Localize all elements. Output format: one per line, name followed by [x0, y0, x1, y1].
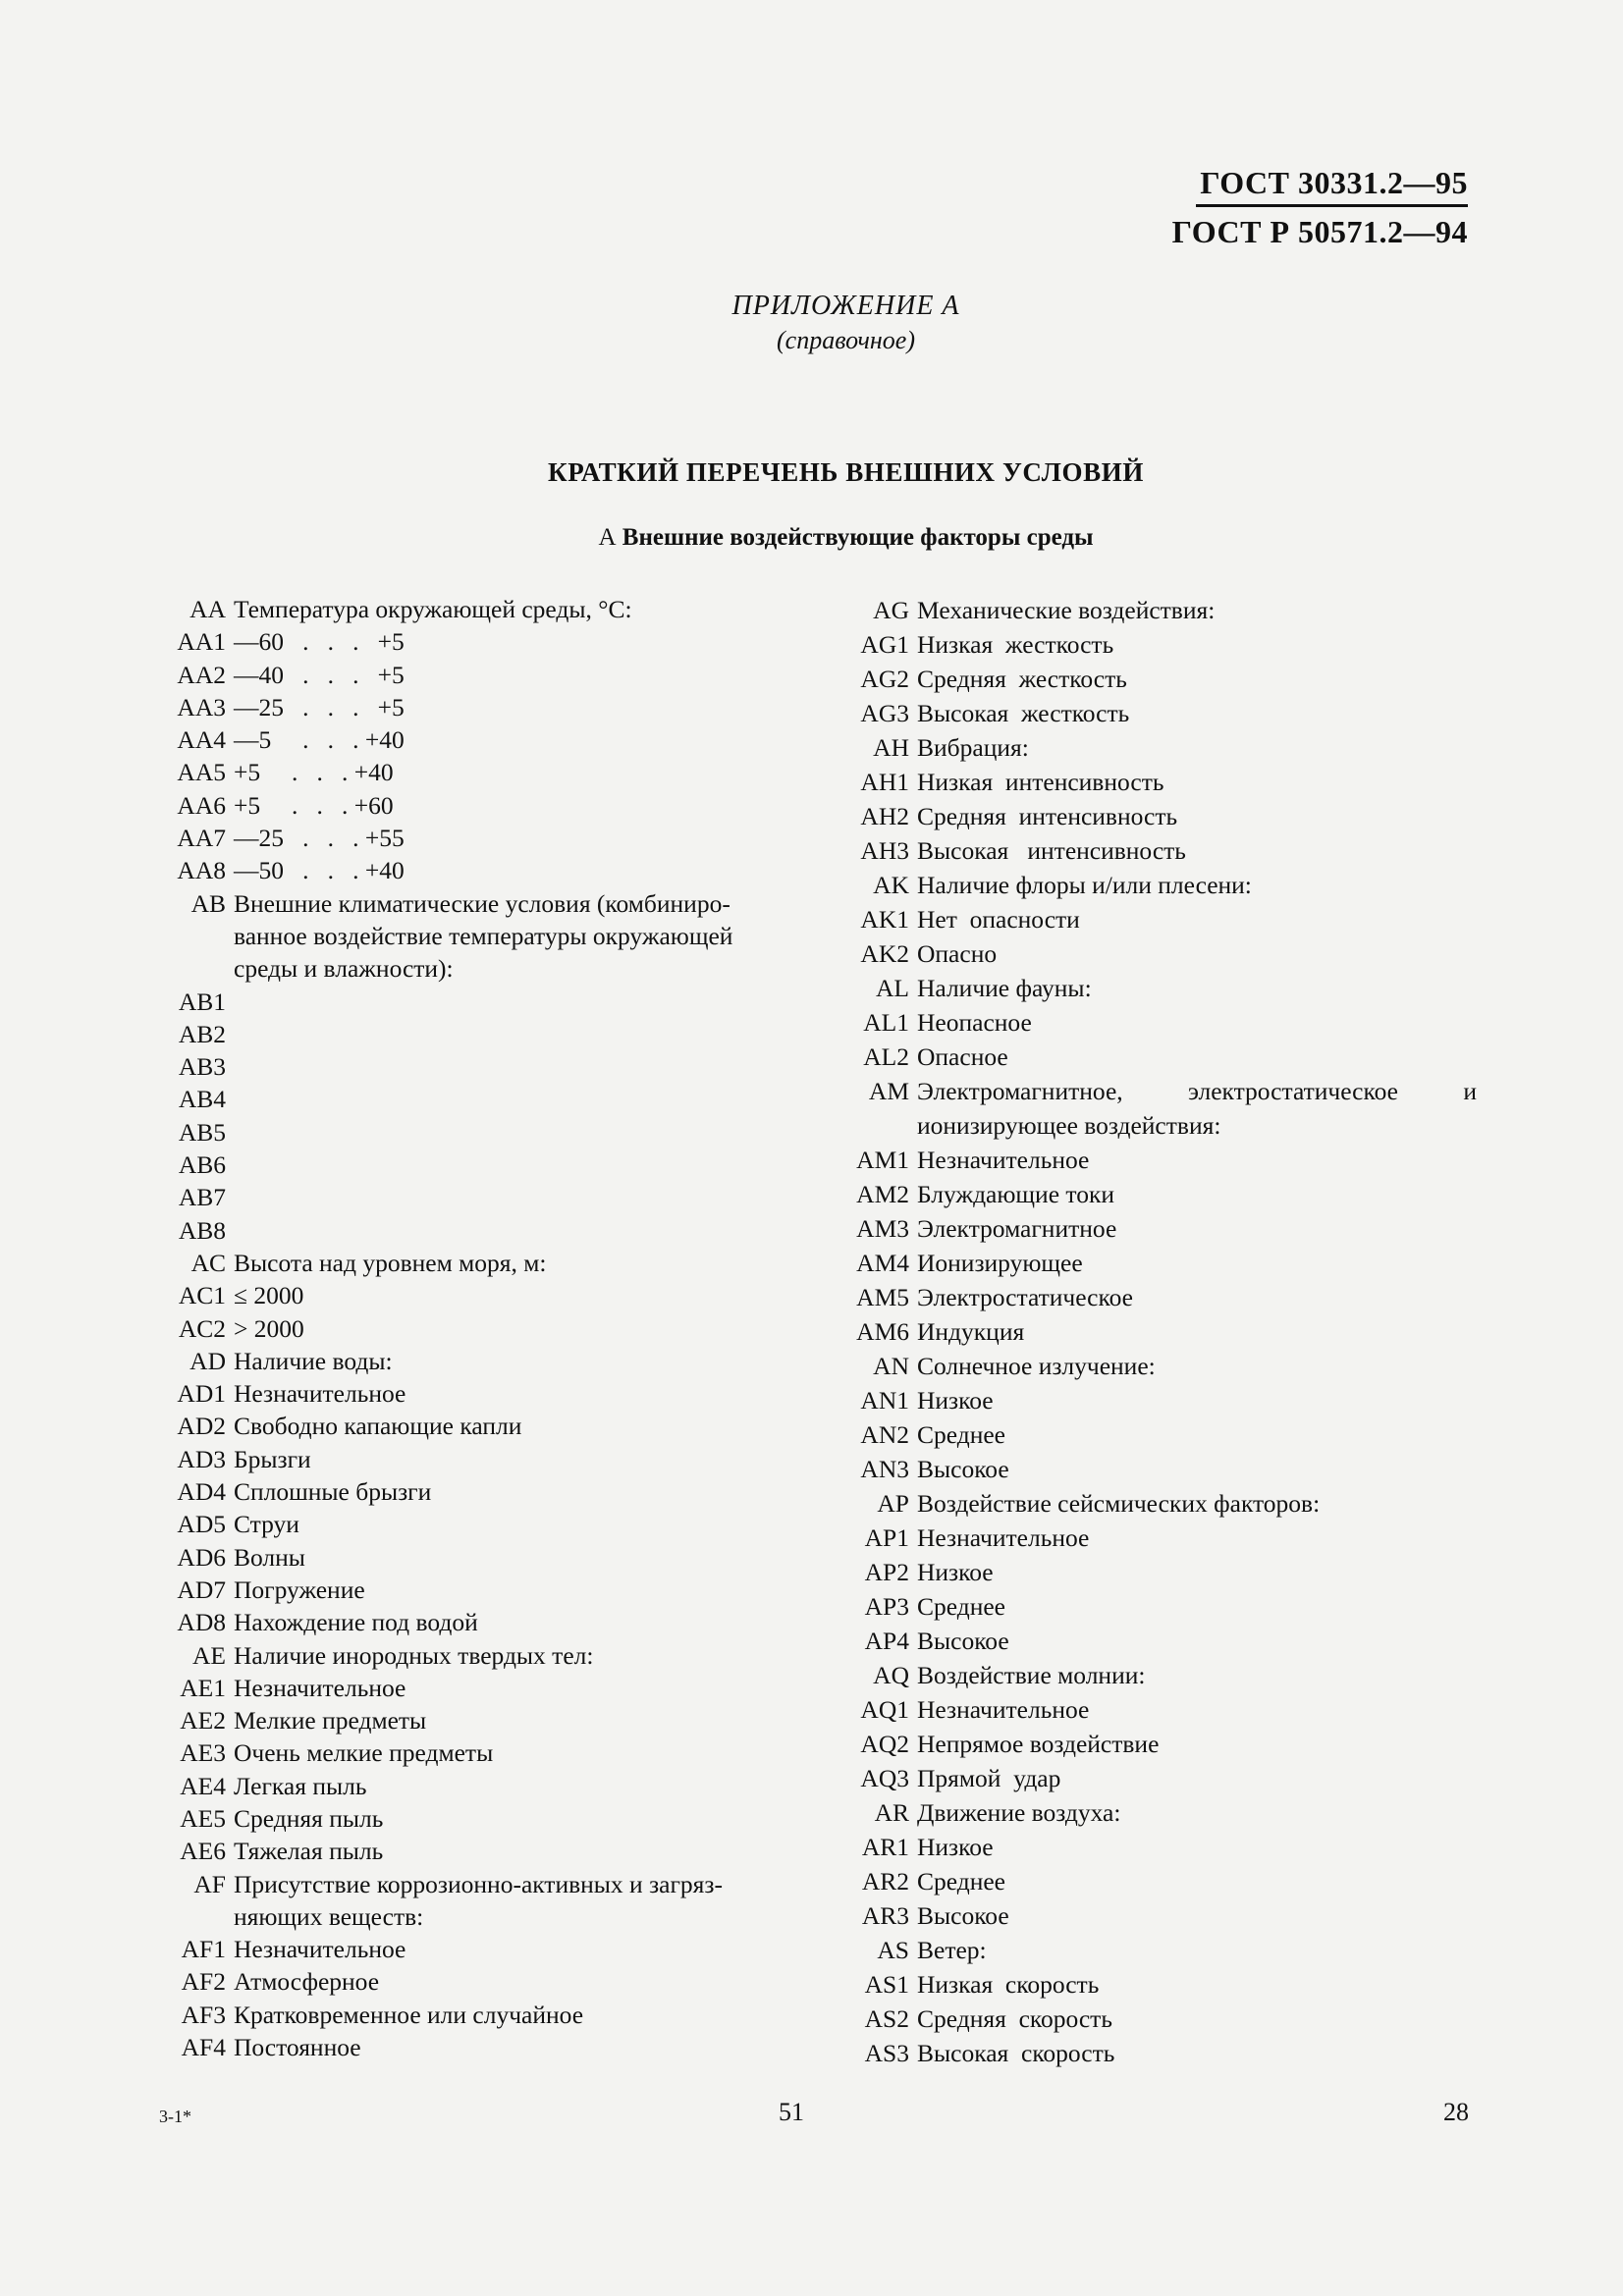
item-text: —25 . . . +5 [234, 692, 405, 721]
item-code: AN2 [860, 1420, 909, 1449]
item-text: ≤ 2000 [234, 1281, 304, 1310]
item-text: Незначительное [234, 1673, 406, 1702]
item-code: AE6 [180, 1837, 226, 1866]
list-item [147, 1018, 795, 1050]
list-item [839, 1349, 1477, 1383]
item-code: AD1 [177, 1379, 226, 1409]
item-code: AQ2 [860, 1730, 909, 1758]
item-text [234, 1214, 795, 1247]
header-rule [1196, 204, 1468, 207]
list-item [147, 1933, 795, 1965]
list-item [839, 1246, 1477, 1280]
item-text: няющих веществ: [234, 1901, 424, 1931]
list-item [839, 730, 1477, 765]
list-item [147, 1050, 795, 1083]
item-code: AP4 [864, 1627, 909, 1655]
item-text: Сплошные брызги [234, 1477, 432, 1507]
item-code: AA1 [177, 627, 226, 657]
list-item [839, 1074, 1477, 1108]
item-text: среды и влажности): [234, 954, 454, 984]
item-code: AM1 [856, 1146, 909, 1174]
item-text: Ионизирующее [917, 1249, 1083, 1277]
item-text: Средняя скорость [917, 2004, 1112, 2033]
item-text: Наличие инородных твердых тел: [234, 1640, 594, 1670]
item-code: AK1 [860, 905, 909, 934]
standard-number-1: ГОСТ 30331.2—95 [1200, 165, 1468, 200]
item-code: AQ [873, 1661, 909, 1689]
item-code: AN3 [860, 1455, 909, 1483]
list-item [839, 1383, 1477, 1417]
list-item [839, 765, 1477, 799]
right-column [839, 593, 1477, 2070]
item-code: AD4 [177, 1477, 226, 1507]
item-text: Средняя жесткость [917, 665, 1127, 693]
list-item [839, 1624, 1477, 1658]
item-text: Атмосферное [234, 1967, 380, 1997]
item-text: Наличие фауны: [917, 974, 1092, 1002]
item-text: Высокое [917, 1901, 1009, 1930]
list-item [147, 1999, 795, 2031]
item-code: AS1 [864, 1970, 909, 1999]
item-code: AD5 [177, 1510, 226, 1539]
item-code: AM2 [856, 1180, 909, 1208]
list-item [839, 1727, 1477, 1761]
item-code: AH1 [860, 768, 909, 796]
item-code: AH2 [860, 802, 909, 830]
item-code: AP1 [864, 1523, 909, 1552]
item-code [147, 920, 234, 952]
item-text: Очень мелкие предметы [234, 1738, 494, 1768]
list-item [839, 1211, 1477, 1246]
list-item [839, 833, 1477, 868]
list-item [839, 1692, 1477, 1727]
item-text: > 2000 [234, 1313, 304, 1343]
item-code: AM6 [856, 1317, 909, 1346]
item-code: AG [873, 596, 909, 624]
appendix-note: (справочное) [777, 326, 915, 354]
item-text: Высокое [917, 1455, 1009, 1483]
section-heading: Внешние воздействующие факторы среды [622, 524, 1094, 551]
item-code [147, 1900, 234, 1933]
item-code: AB [190, 888, 226, 918]
item-code: AA5 [177, 758, 226, 787]
appendix-title: ПРИЛОЖЕНИЕ А [731, 291, 960, 321]
list-item [147, 854, 795, 886]
item-code: AF4 [181, 2033, 226, 2062]
list-item [839, 1452, 1477, 1486]
item-code: AA7 [177, 824, 226, 853]
item-text: Легкая пыль [234, 1771, 367, 1800]
item-code: AM3 [856, 1214, 909, 1243]
item-text: Тяжелая пыль [234, 1837, 384, 1866]
item-code: AC2 [178, 1313, 226, 1343]
item-text: +5 . . . +40 [234, 758, 394, 787]
list-item [839, 902, 1477, 936]
list-item [147, 593, 795, 625]
section-title [0, 524, 1623, 552]
item-text: Среднее [917, 1867, 1005, 1896]
list-item [147, 1279, 795, 1311]
item-code: AM [868, 1077, 909, 1105]
list-item [147, 822, 795, 854]
item-code: AE1 [180, 1673, 226, 1702]
list-item [147, 1868, 795, 1900]
item-text: Низкая жесткость [917, 630, 1114, 659]
list-item [839, 1830, 1477, 1864]
list-item [839, 2036, 1477, 2070]
list-item [839, 1143, 1477, 1177]
list-item [147, 1377, 795, 1410]
item-text: Незначительное [917, 1695, 1090, 1724]
list-item [147, 1410, 795, 1442]
list-item [839, 1658, 1477, 1692]
item-code: AP [877, 1489, 909, 1518]
list-item [147, 1770, 795, 1802]
item-code: AC1 [178, 1281, 226, 1310]
list-item [839, 1280, 1477, 1314]
list-item [839, 1040, 1477, 1074]
item-text: —5 . . . +40 [234, 725, 405, 755]
item-code: AR1 [861, 1833, 909, 1861]
item-text [234, 1018, 795, 1050]
list-item [839, 696, 1477, 730]
item-text [234, 1148, 795, 1181]
item-text: Нахождение под водой [234, 1608, 478, 1637]
item-code: AB5 [178, 1117, 226, 1147]
list-item [147, 659, 795, 691]
item-text: Непрямое воздействие [917, 1730, 1160, 1758]
item-text: Низкое [917, 1558, 994, 1586]
list-item [839, 1314, 1477, 1349]
item-text: —50 . . . +40 [234, 856, 405, 885]
item-text: Опасное [917, 1042, 1008, 1071]
item-text: Незначительное [234, 1379, 406, 1409]
list-item [839, 936, 1477, 971]
item-text: —25 . . . +55 [234, 824, 405, 853]
item-code: AA8 [177, 856, 226, 885]
item-code: AD7 [177, 1575, 226, 1604]
item-code: AF2 [181, 1967, 226, 1997]
item-code: AB3 [178, 1052, 226, 1082]
item-code: AA4 [177, 725, 226, 755]
item-text: Брызги [234, 1444, 311, 1473]
item-text: Прямой удар [917, 1764, 1061, 1792]
item-code: AA [189, 595, 226, 623]
item-code: AA3 [177, 692, 226, 721]
item-text: Кратковременное или случайное [234, 2000, 584, 2029]
list-item [839, 1177, 1477, 1211]
item-text: —40 . . . +5 [234, 660, 405, 689]
list-item [147, 1214, 795, 1247]
item-code: AB1 [178, 987, 226, 1016]
list-item [147, 723, 795, 756]
item-text [234, 1181, 795, 1213]
item-text: Незначительное [917, 1146, 1090, 1174]
list-item [147, 1083, 795, 1115]
list-item [147, 1475, 795, 1508]
item-text [234, 986, 795, 1018]
item-text: Постоянное [234, 2033, 361, 2062]
item-code: AE [192, 1640, 226, 1670]
item-text: Незначительное [234, 1935, 406, 1964]
item-text: Низкая интенсивность [917, 768, 1164, 796]
item-text: Высокая жесткость [917, 699, 1130, 727]
item-text: Наличие воды: [234, 1346, 393, 1375]
list-item [839, 868, 1477, 902]
item-text: Мелкие предметы [234, 1706, 427, 1735]
item-text: Воздействие молнии: [917, 1661, 1146, 1689]
list-item [839, 593, 1477, 627]
item-text: Высокая интенсивность [917, 836, 1186, 865]
item-code: AA2 [177, 660, 226, 689]
list-item [839, 1898, 1477, 1933]
list-item [839, 1761, 1477, 1795]
item-text: Наличие флоры и/или плесени: [917, 871, 1252, 899]
item-text: Механические воздействия: [917, 596, 1216, 624]
item-code: AP3 [864, 1592, 909, 1621]
item-text: Низкое [917, 1386, 994, 1415]
list-item [147, 1835, 795, 1867]
item-code: AL [876, 974, 909, 1002]
list-item [839, 2002, 1477, 2036]
list-item [839, 1555, 1477, 1589]
item-code: AQ1 [860, 1695, 909, 1724]
item-text: Низкая скорость [917, 1970, 1100, 1999]
list-item [839, 1521, 1477, 1555]
main-title: КРАТКИЙ ПЕРЕЧЕНЬ ВНЕШНИХ УСЛОВИЙ [548, 457, 1144, 487]
item-text: +5 . . . +60 [234, 790, 394, 820]
item-text: Внешние климатические условия (комбиниро- [234, 888, 730, 918]
item-code: AR [874, 1798, 909, 1827]
item-text: Индукция [917, 1317, 1025, 1346]
item-code: AG3 [860, 699, 909, 727]
item-code: AE5 [180, 1803, 226, 1833]
item-code: AE3 [180, 1738, 226, 1768]
list-item [147, 691, 795, 723]
list-item [839, 1795, 1477, 1830]
item-text: —60 . . . +5 [234, 627, 405, 657]
item-text: Электростатическое [917, 1283, 1133, 1311]
list-item [839, 1864, 1477, 1898]
standard-number-2: ГОСТ Р 50571.2—94 [1171, 214, 1468, 249]
item-text: Волны [234, 1542, 305, 1572]
item-code: AS [877, 1936, 909, 1964]
item-text: Средняя интенсивность [917, 802, 1178, 830]
list-item [147, 1345, 795, 1377]
item-text: ванное воздействие температуры окружающей [234, 921, 733, 950]
item-text: Свободно капающие капли [234, 1412, 522, 1441]
list-item [147, 789, 795, 822]
item-text: Средняя пыль [234, 1803, 384, 1833]
item-code: AR3 [861, 1901, 909, 1930]
item-code: AH3 [860, 836, 909, 865]
item-text: Блуждающие токи [917, 1180, 1114, 1208]
item-code: AG1 [860, 630, 909, 659]
item-text: Незначительное [917, 1523, 1090, 1552]
left-column [147, 593, 795, 2063]
item-text: ионизирующее воздействия: [917, 1111, 1221, 1140]
list-item [147, 1704, 795, 1736]
list-item [147, 1736, 795, 1769]
item-code: AN1 [860, 1386, 909, 1415]
list-item [147, 1541, 795, 1574]
item-text: Солнечное излучение: [917, 1352, 1156, 1380]
list-item [147, 1116, 795, 1148]
item-text: Среднее [917, 1420, 1005, 1449]
item-code: AH [873, 733, 909, 762]
item-code: AF [193, 1869, 226, 1898]
item-code: AP2 [864, 1558, 909, 1586]
item-text: Температура окружающей среды, °С: [234, 595, 632, 623]
item-text [234, 1050, 795, 1083]
item-code: AB4 [178, 1085, 226, 1114]
item-text: Ветер: [917, 1936, 987, 1964]
section-letter: А [598, 524, 617, 551]
item-text: Электромагнитное, электростатическое и [917, 1077, 1477, 1105]
item-text [234, 1083, 795, 1115]
item-text: Погружение [234, 1575, 365, 1604]
list-item [839, 1005, 1477, 1040]
list-item [839, 627, 1477, 662]
list-item [147, 1639, 795, 1672]
item-code: AM4 [856, 1249, 909, 1277]
item-code: AF3 [181, 2000, 226, 2029]
list-item [147, 952, 795, 985]
list-item [147, 756, 795, 788]
item-code: AL2 [863, 1042, 909, 1071]
item-code: AF1 [181, 1935, 226, 1964]
item-code: AC [190, 1248, 226, 1277]
item-text: Струи [234, 1510, 299, 1539]
footer-page-number: 51 [779, 2098, 804, 2126]
item-code: AD2 [177, 1412, 226, 1441]
list-item [839, 971, 1477, 1005]
list-item [147, 625, 795, 658]
item-code: AD6 [177, 1542, 226, 1572]
item-code: AL1 [863, 1008, 909, 1037]
item-text: Высокая скорость [917, 2039, 1115, 2067]
item-code: AB8 [178, 1215, 226, 1245]
list-item [839, 1933, 1477, 1967]
item-text: Электромагнитное [917, 1214, 1117, 1243]
item-text: Нет опасности [917, 905, 1080, 934]
footer-page-number-right: 28 [1443, 2098, 1469, 2126]
item-code: AA6 [177, 790, 226, 820]
item-code [147, 952, 234, 985]
item-text: Присутствие коррозионно-активных и загряз- [234, 1869, 723, 1898]
item-text: Вибрация: [917, 733, 1029, 762]
item-text: Низкое [917, 1833, 994, 1861]
item-text: Движение воздуха: [917, 1798, 1121, 1827]
item-code: AB6 [178, 1150, 226, 1180]
item-text: Неопасное [917, 1008, 1032, 1037]
item-text [234, 1116, 795, 1148]
item-code: AS3 [864, 2039, 909, 2067]
list-item [839, 799, 1477, 833]
list-item [839, 1108, 1477, 1143]
list-item [147, 887, 795, 920]
item-code: AN [873, 1352, 909, 1380]
footer-sheet-mark: 3-1* [159, 2107, 191, 2126]
item-text: Воздействие сейсмических факторов: [917, 1489, 1321, 1518]
item-code: AE2 [180, 1706, 226, 1735]
item-code: AM5 [856, 1283, 909, 1311]
list-item [147, 1900, 795, 1933]
item-text: Высота над уровнем моря, м: [234, 1248, 547, 1277]
item-code: AS2 [864, 2004, 909, 2033]
item-code: AB7 [178, 1183, 226, 1212]
list-item [147, 1181, 795, 1213]
item-text: Среднее [917, 1592, 1005, 1621]
item-code [839, 1108, 917, 1143]
list-item [147, 1965, 795, 1998]
item-code: AK2 [860, 939, 909, 968]
list-item [839, 1417, 1477, 1452]
list-item [147, 986, 795, 1018]
item-text: Опасно [917, 939, 998, 968]
list-item [147, 1672, 795, 1704]
list-item [147, 1148, 795, 1181]
item-text: Высокое [917, 1627, 1009, 1655]
item-code: AG2 [860, 665, 909, 693]
item-code: AQ3 [860, 1764, 909, 1792]
list-item [147, 1508, 795, 1540]
item-code: AK [873, 871, 909, 899]
list-item [147, 1802, 795, 1835]
list-item [147, 1606, 795, 1638]
list-item [839, 1486, 1477, 1521]
list-item [839, 662, 1477, 696]
item-code: AE4 [180, 1771, 226, 1800]
list-item [147, 1312, 795, 1345]
item-code: AD3 [177, 1444, 226, 1473]
item-code: AR2 [861, 1867, 909, 1896]
item-code: AB2 [178, 1019, 226, 1048]
list-item [147, 2031, 795, 2063]
list-item [147, 1574, 795, 1606]
item-code: AD [189, 1346, 226, 1375]
list-item [839, 1967, 1477, 2002]
list-item [147, 1443, 795, 1475]
item-code: AD8 [177, 1608, 226, 1637]
list-item [147, 1247, 795, 1279]
list-item [839, 1589, 1477, 1624]
list-item [147, 920, 795, 952]
